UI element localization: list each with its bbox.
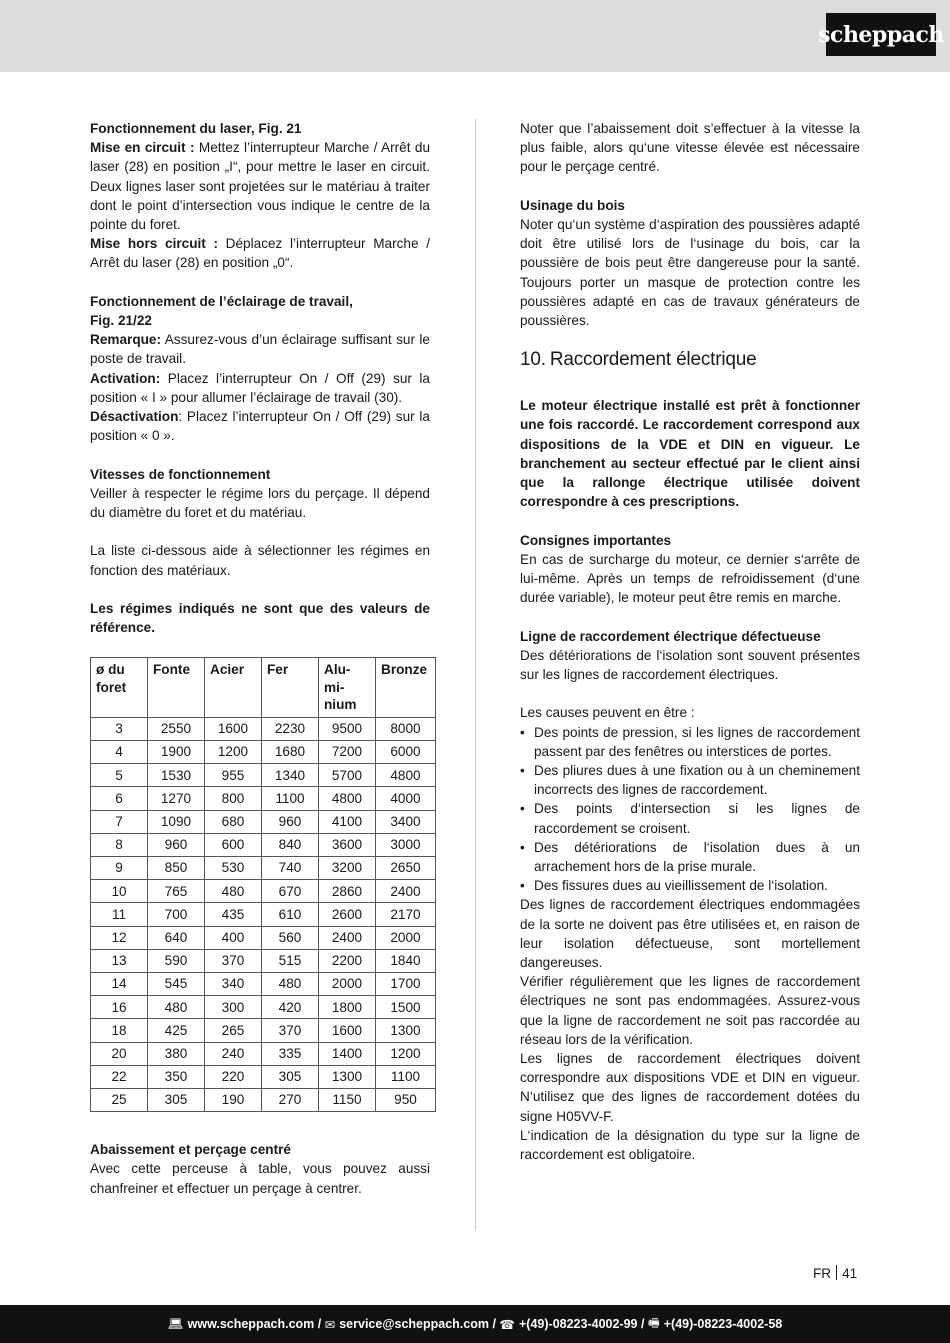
table-cell: 435: [205, 903, 262, 926]
table-cell: 2000: [376, 926, 436, 949]
light-on-text: Placez l’interrupteur On / Off (29) sur la position « I » pour allumer l’éclairage de travail (30).: [90, 370, 430, 405]
table-row: [91, 1088, 436, 1111]
table-cell: 350: [148, 1065, 205, 1088]
fax-icon: 🖷︎: [647, 1315, 660, 1330]
speed-table-body: [91, 717, 436, 1111]
list-item: • Des pliures dues à une fixation ou à un cheminement incorrects des lignes de raccordement.: [520, 761, 860, 799]
table-cell: 1600: [319, 1019, 376, 1042]
table-cell: 2200: [319, 949, 376, 972]
table-cell: 425: [148, 1019, 205, 1042]
motor-text: Le moteur électrique installé est prêt à fonctionner une fois raccordé. Le raccordement correspond aux dispositions de la VDE et DIN en vigueur. Le branchement au secteur effectué par le client ainsi que la rallonge électrique utilisée doivent correspondre à ces prescriptions.: [520, 398, 860, 510]
table-cell: 3400: [376, 810, 436, 833]
table-cell: 480: [148, 996, 205, 1019]
right-column: [520, 119, 860, 1164]
table-cell: 560: [262, 926, 319, 949]
table-cell: 8000: [376, 717, 436, 740]
laser-on-text: Mettez l’interrupteur Marche / Arrêt du laser (28) en position „I“, pour mettre le laser en circuit. Deux lignes laser sont projetées sur le matériau à traiter dont le point d’intersection vous indique le centre de la pointe du foret.: [90, 140, 430, 233]
table-row: [91, 1042, 436, 1065]
light-note-label: Remarque:: [90, 332, 162, 348]
table-cell: 380: [148, 1042, 205, 1065]
cable-heading: Ligne de raccordement électrique défectueuse: [520, 628, 821, 644]
wood-heading: Usinage du bois: [520, 197, 625, 213]
section-title: [520, 348, 860, 372]
table-cell: 590: [148, 949, 205, 972]
table-cell: 1100: [376, 1065, 436, 1088]
table-cell: 14: [91, 972, 148, 995]
footer-web: www.scheppach.com /: [187, 1317, 322, 1331]
table-cell: 340: [205, 972, 262, 995]
table-cell: 700: [148, 903, 205, 926]
table-row: [91, 764, 436, 787]
page-number-value: 41: [842, 1266, 858, 1281]
footer-email: service@scheppach.com /: [339, 1317, 496, 1331]
table-cell: 400: [205, 926, 262, 949]
table-cell: 190: [205, 1088, 262, 1111]
table-row: [91, 1065, 436, 1088]
table-cell: 2230: [262, 717, 319, 740]
table-cell: 955: [205, 764, 262, 787]
laser-on-paragraph: [90, 138, 430, 234]
table-cell: 1500: [376, 996, 436, 1019]
table-cell: 515: [262, 949, 319, 972]
laser-heading: Fonctionnement du laser, Fig. 21: [90, 121, 302, 136]
table-cell: 3: [91, 717, 148, 740]
table-cell: 1530: [148, 764, 205, 787]
table-row: [91, 949, 436, 972]
table-cell: 305: [148, 1088, 205, 1111]
list-item: • Des fissures dues au vieillissement de l‘isolation.: [520, 876, 860, 895]
table-cell: 1270: [148, 787, 205, 810]
table-header-cell: Acier: [205, 658, 262, 718]
table-cell: 5700: [319, 764, 376, 787]
table-cell: 2400: [319, 926, 376, 949]
table-cell: 12: [91, 926, 148, 949]
light-on-label: Activation:: [90, 370, 161, 386]
light-heading-line1: Fonctionnement de l’éclairage de travail,: [90, 293, 353, 309]
table-cell: 13: [91, 949, 148, 972]
table-cell: 1800: [319, 996, 376, 1019]
table-cell: 6: [91, 787, 148, 810]
table-header-cell: ø du foret: [91, 658, 148, 718]
table-cell: 2860: [319, 880, 376, 903]
laser-off-paragraph: [90, 234, 430, 272]
table-cell: 1090: [148, 810, 205, 833]
table-cell: 11: [91, 903, 148, 926]
table-cell: 2000: [319, 972, 376, 995]
table-row: [91, 810, 436, 833]
table-cell: 2650: [376, 857, 436, 880]
table-cell: 1300: [319, 1065, 376, 1088]
table-cell: 9500: [319, 717, 376, 740]
table-cell: 20: [91, 1042, 148, 1065]
table-row: [91, 787, 436, 810]
table-cell: 530: [205, 857, 262, 880]
light-off-text: : Placez l’interrupteur On / Off (29) sur la position « 0 ».: [90, 409, 430, 444]
table-cell: 8: [91, 833, 148, 856]
table-cell: 640: [148, 926, 205, 949]
footer-fax: +(49)-08223-4002-58: [663, 1317, 783, 1331]
table-cell: 1340: [262, 764, 319, 787]
table-cell: 740: [262, 857, 319, 880]
table-cell: 7200: [319, 741, 376, 764]
table-cell: 18: [91, 1019, 148, 1042]
table-cell: 1300: [376, 1019, 436, 1042]
column-divider: [475, 119, 476, 1231]
lower-text: Avec cette perceuse à table, vous pouvez aussi chanfreiner et effectuer un perçage à centrer.: [90, 1161, 430, 1196]
email-icon: ✉︎: [324, 1317, 336, 1332]
table-cell: 950: [376, 1088, 436, 1111]
laser-off-text: Déplacez l’interrupteur Marche / Arrêt du laser (28) en position „0“.: [90, 236, 430, 271]
table-cell: 5: [91, 764, 148, 787]
page-number: [813, 1265, 857, 1281]
important-heading: Consignes importantes: [520, 532, 672, 548]
lower-continuation: Noter que l’abaissement doit s’effectuer à la vitesse la plus faible, alors qu‘une vitesse élevée est nécessaire pour le perçage centré.: [520, 121, 860, 175]
table-cell: 265: [205, 1019, 262, 1042]
speed-heading: Vitesses de fonctionnement: [90, 466, 271, 482]
table-cell: 765: [148, 880, 205, 903]
table-cell: 420: [262, 996, 319, 1019]
speed-table: [90, 657, 436, 1112]
causes-list: [520, 723, 860, 896]
table-cell: 4: [91, 741, 148, 764]
table-cell: 10: [91, 880, 148, 903]
table-cell: 1400: [319, 1042, 376, 1065]
footer-phone: +(49)-08223-4002-99 /: [519, 1317, 645, 1331]
table-cell: 4800: [376, 764, 436, 787]
table-cell: 480: [262, 972, 319, 995]
table-row: [91, 717, 436, 740]
footer-band: [0, 1305, 950, 1343]
table-cell: 1840: [376, 949, 436, 972]
after-text-3: Les lignes de raccordement électriques doivent correspondre aux dispositions VDE et DIN en vigueur. N‘utilisez que des lignes de raccordement dotées du signe H05VV-F.: [520, 1051, 860, 1124]
speed-text-1: Veiller à respecter le régime lors du perçage. Il dépend du diamètre du foret et du matériau.: [90, 485, 430, 521]
table-row: [91, 972, 436, 995]
table-cell: 680: [205, 810, 262, 833]
table-cell: 370: [262, 1019, 319, 1042]
table-cell: 300: [205, 996, 262, 1019]
table-cell: 270: [262, 1088, 319, 1111]
table-row: [91, 741, 436, 764]
wood-text: Noter qu‘un système d‘aspiration des poussières adapté doit être utilisé lors de l‘usinage du bois, car la poussière de bois peut être dangereuse pour la santé. Toujours porter un masque de protection contre les poussières adapté en cas de travaux générateurs de poussières.: [520, 217, 860, 329]
table-cell: 800: [205, 787, 262, 810]
section-number: 10.: [520, 349, 546, 371]
table-cell: 1200: [205, 741, 262, 764]
section-title-text: Raccordement électrique: [549, 349, 757, 371]
speed-text-2: La liste ci-dessous aide à sélectionner les régimes en fonction des matériaux.: [90, 543, 430, 578]
light-off-paragraph: [90, 407, 430, 445]
table-cell: 600: [205, 833, 262, 856]
table-row: [91, 903, 436, 926]
after-text-4: L‘indication de la désignation du type sur la ligne de raccordement est obligatoire.: [520, 1127, 860, 1163]
table-cell: 240: [205, 1042, 262, 1065]
table-cell: 1680: [262, 741, 319, 764]
table-cell: 2550: [148, 717, 205, 740]
table-cell: 1700: [376, 972, 436, 995]
table-row: [91, 926, 436, 949]
laser-on-label: Mise en circuit :: [90, 140, 195, 156]
table-row: [91, 996, 436, 1019]
header-band: [0, 0, 950, 72]
table-row: [91, 857, 436, 880]
table-cell: 480: [205, 880, 262, 903]
table-cell: 25: [91, 1088, 148, 1111]
list-item: • Des détériorations de l‘isolation dues à un arrachement hors de la prise murale.: [520, 838, 860, 876]
lower-heading: Abaissement et perçage centré: [90, 1142, 291, 1158]
light-heading-line2: Fig. 21/22: [90, 313, 152, 329]
table-cell: 1900: [148, 741, 205, 764]
table-cell: 7: [91, 810, 148, 833]
after-text-1: Des lignes de raccordement électriques endommagées de la sorte ne doivent pas être utilisées et, en raison de leur isolation défectueuse, sont mortellement dangereuses.: [520, 897, 860, 971]
left-column: [90, 119, 430, 1198]
light-on-paragraph: [90, 369, 430, 407]
table-cell: 2400: [376, 880, 436, 903]
table-header-cell: Bronze: [376, 658, 436, 718]
table-cell: 305: [262, 1065, 319, 1088]
table-cell: 840: [262, 833, 319, 856]
speed-note: Les régimes indiqués ne sont que des valeurs de référence.: [90, 601, 430, 636]
page-lang: FR: [813, 1266, 832, 1281]
table-cell: 4000: [376, 787, 436, 810]
table-cell: 2600: [319, 903, 376, 926]
light-note-text: Assurez-vous d’un éclairage suffisant sur le poste de travail.: [90, 332, 430, 367]
table-cell: 9: [91, 857, 148, 880]
table-cell: 335: [262, 1042, 319, 1065]
light-off-label: Désactivation: [90, 409, 179, 425]
table-cell: 220: [205, 1065, 262, 1088]
table-cell: 960: [148, 833, 205, 856]
table-cell: 6000: [376, 741, 436, 764]
table-header-cell: Fer: [262, 658, 319, 718]
list-item: • Des points de pression, si les lignes de raccordement passent par des fenêtres ou interstices de portes.: [520, 723, 860, 761]
table-header-cell: Alu-mi-nium: [319, 658, 376, 718]
list-item: • Des points d‘intersection si les lignes de raccordement se croisent.: [520, 799, 860, 837]
table-cell: 22: [91, 1065, 148, 1088]
table-cell: 545: [148, 972, 205, 995]
table-row: [91, 880, 436, 903]
table-cell: 2170: [376, 903, 436, 926]
table-row: [91, 1019, 436, 1042]
table-cell: 4800: [319, 787, 376, 810]
table-cell: 1150: [319, 1088, 376, 1111]
table-header-row: [91, 658, 436, 718]
table-cell: 3600: [319, 833, 376, 856]
causes-intro: Les causes peuvent en être :: [520, 705, 695, 721]
brand-logo: scheppach: [826, 13, 936, 56]
laser-off-label: Mise hors circuit :: [90, 236, 218, 252]
light-note-paragraph: [90, 330, 430, 368]
table-cell: 960: [262, 810, 319, 833]
table-cell: 670: [262, 880, 319, 903]
important-text: En cas de surcharge du moteur, ce dernier s‘arrête de lui-même. Après un temps de refroidissement (d‘une durée variable), le moteur peut être remis en marche.: [520, 551, 860, 606]
table-cell: 3000: [376, 833, 436, 856]
table-cell: 4100: [319, 810, 376, 833]
table-cell: 370: [205, 949, 262, 972]
table-header-cell: Fonte: [148, 658, 205, 718]
table-cell: 16: [91, 996, 148, 1019]
table-row: [91, 833, 436, 856]
table-cell: 850: [148, 857, 205, 880]
table-cell: 3200: [319, 857, 376, 880]
phone-icon: ☎︎: [499, 1317, 515, 1332]
table-cell: 1100: [262, 787, 319, 810]
table-cell: 610: [262, 903, 319, 926]
after-text-2: Vérifier régulièrement que les lignes de raccordement électriques ne sont pas endommagées. Assurez-vous que la ligne de raccordement ne soit pas raccordée au réseau lors de la vérification.: [520, 974, 860, 1047]
computer-icon: 💻︎: [167, 1316, 184, 1331]
table-cell: 1200: [376, 1042, 436, 1065]
cable-text: Des détériorations de l‘isolation sont souvent présentes sur les lignes de raccordement électriques.: [520, 647, 860, 683]
table-cell: 1600: [205, 717, 262, 740]
